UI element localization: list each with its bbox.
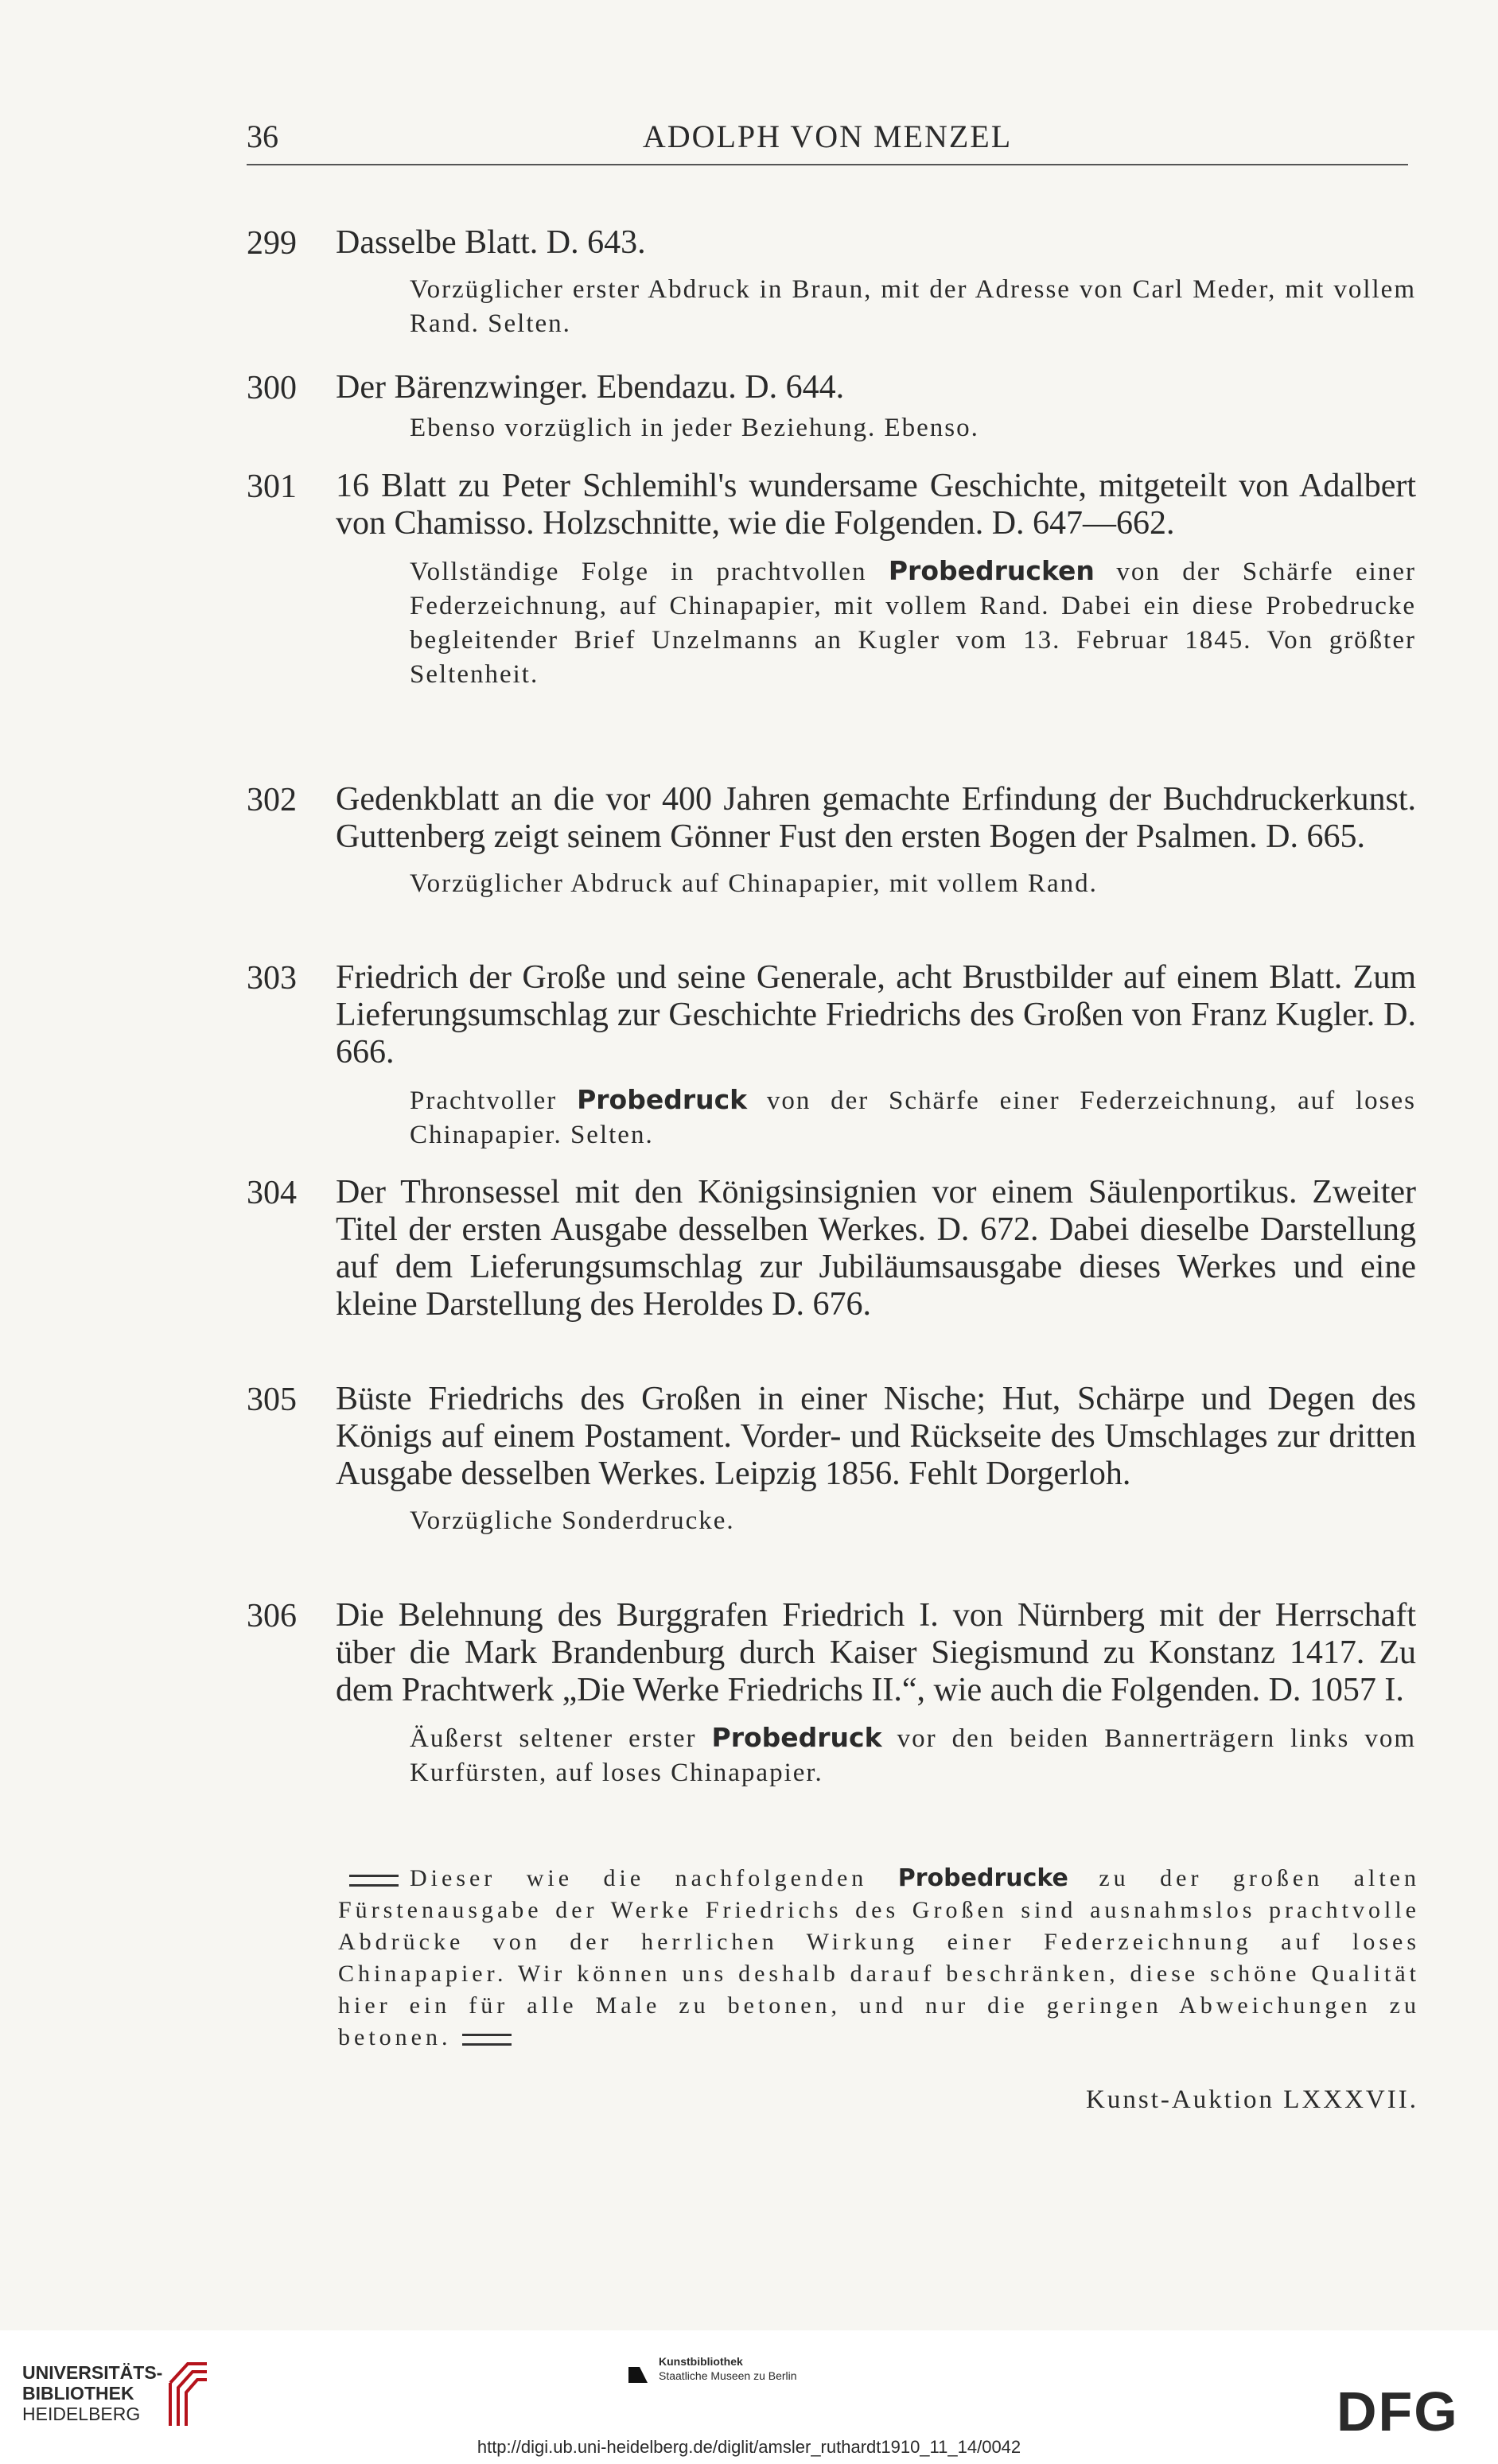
catalog-entry-305 bbox=[247, 1381, 1416, 1538]
note-part: Ebenso vorzüglich in jeder Beziehung. Ebenso. bbox=[410, 414, 979, 442]
entry-text: Die Belehnung des Burggrafen Friedrich I. von Nürnberg mit der Herrschaft über die Mark Brandenburg durch Kaiser Siegismund zu Konstanz 1417. Zu dem Prachtwerk „Die Werke Friedrichs II.“, wie auch die Folgenden. D. 1057 I. bbox=[336, 1597, 1416, 1708]
note-part: Vorzüglicher erster Abdruck in Braun, mit der Adresse von Carl Meder, mit vollem Rand. Selten. bbox=[410, 275, 1416, 338]
entry-number: 303 bbox=[247, 960, 297, 997]
kunstbibliothek-logo-icon bbox=[628, 2362, 648, 2383]
entry-number: 299 bbox=[247, 225, 297, 262]
university-library-logo-icon bbox=[164, 2359, 212, 2427]
catalog-entry-302 bbox=[247, 781, 1416, 901]
note-part: Äußerst seltener erster bbox=[410, 1724, 712, 1753]
page-header bbox=[247, 118, 1408, 157]
catalog-entry-301 bbox=[247, 468, 1416, 692]
note-part: vor den beiden Bannerträgern links vom Kurfürsten, auf loses Chinapapier. bbox=[410, 1724, 1417, 1787]
entry-number: 300 bbox=[247, 370, 297, 406]
catalog-entry-300 bbox=[247, 369, 1416, 445]
entry-text: Der Bärenzwinger. Ebendazu. D. 644. bbox=[336, 369, 845, 406]
digitization-footer bbox=[0, 2330, 1498, 2464]
catalog-entry-306 bbox=[247, 1597, 1416, 1790]
entry-note bbox=[410, 411, 1416, 445]
entry-note bbox=[410, 867, 1416, 901]
header-rule bbox=[247, 164, 1408, 165]
footnote-text: Dieser wie die nachfolgenden bbox=[410, 1865, 898, 1891]
entry-number: 301 bbox=[247, 468, 297, 505]
note-part: Prachtvoller bbox=[410, 1086, 578, 1115]
catalog-entry-304 bbox=[247, 1174, 1416, 1323]
note-part: Vollständige Folge in prachtvollen bbox=[410, 558, 889, 586]
catalog-reference: Kunst-Auktion LXXXVII. bbox=[1086, 2085, 1418, 2114]
double-dash-ornament bbox=[462, 2034, 512, 2046]
entry-text: Büste Friedrichs des Großen in einer Nische; Hut, Schärpe und Degen des Königs auf einem Postament. Vorder- und Rückseite des Umschlages zur dritten Ausgabe desselben Werkes. Leipzig 1856. Fehlt Dorgerloh. bbox=[336, 1381, 1416, 1492]
footnote-text: zu der großen alten Fürstenausgabe der Werke Friedrichs des Großen sind ausnahmslos prachtvolle Abdrücke von der herrlichen Wirkung einer Federzeichnung auf loses Chinapapier. Wir können uns deshalb darauf beschränken, diese schöne Qualität hier ein für alle Male zu betonen, und nur die geringen Abweichungen zu betonen. bbox=[338, 1865, 1420, 2050]
note-part: von der Schärfe einer Federzeichnung, auf loses Chinapapier. Selten. bbox=[410, 1086, 1417, 1149]
entry-text: Gedenkblatt an die vor 400 Jahren gemachte Erfindung der Buchdruckerkunst. Guttenberg zeigt seinem Gönner Fust den ersten Bogen der Psalmen. D. 665. bbox=[336, 781, 1416, 855]
running-title: ADOLPH VON MENZEL bbox=[642, 119, 1013, 154]
entry-note bbox=[410, 554, 1416, 692]
entry-note bbox=[410, 273, 1416, 341]
footnote-bold: Probedrucke bbox=[897, 1864, 1068, 1892]
note-part-bold: Probedrucken bbox=[888, 555, 1095, 586]
kb-title: Kunstbibliothek bbox=[659, 2355, 743, 2368]
catalog-entry-299 bbox=[247, 224, 1416, 341]
entry-note bbox=[410, 1504, 1416, 1538]
entry-note bbox=[410, 1082, 1416, 1152]
permalink-url[interactable]: http://digi.ub.uni-heidelberg.de/diglit/amsler_ruthardt1910_11_14/0042 bbox=[477, 2437, 1021, 2457]
note-part: von der Schärfe einer Federzeichnung, auf Chinapapier, mit vollem Rand. Dabei ein diese Probedrucke begleitender Brief Unzelmanns an Kugler vom 13. Februar 1845. Von größter Seltenheit. bbox=[410, 558, 1416, 689]
library-name bbox=[22, 2362, 162, 2424]
entry-number: 304 bbox=[247, 1175, 297, 1211]
kb-subtitle: Staatliche Museen zu Berlin bbox=[659, 2369, 797, 2382]
library-line-2: BIBLIOTHEK bbox=[22, 2383, 134, 2404]
dfg-logo: DFG bbox=[1337, 2380, 1459, 2443]
entry-number: 305 bbox=[247, 1382, 297, 1418]
entry-note bbox=[410, 1720, 1416, 1790]
double-dash-ornament bbox=[349, 1875, 399, 1887]
note-part-bold: Probedruck bbox=[711, 1722, 882, 1753]
catalog-entry-303 bbox=[247, 959, 1416, 1152]
page-number: 36 bbox=[247, 119, 278, 154]
note-part: Vorzügliche Sonderdrucke. bbox=[410, 1506, 735, 1535]
entry-number: 306 bbox=[247, 1598, 297, 1634]
entry-number: 302 bbox=[247, 782, 297, 818]
kunstbibliothek-label bbox=[659, 2354, 797, 2383]
entry-text: 16 Blatt zu Peter Schlemihl's wundersame Geschichte, mitgeteilt von Adalbert von Chamisso. Holzschnitte, wie die Folgenden. D. 647—662. bbox=[336, 468, 1416, 542]
footnote bbox=[338, 1863, 1420, 2054]
entry-text: Der Thronsessel mit den Königsinsignien vor einem Säulenportikus. Zweiter Titel der ersten Ausgabe desselben Werkes. D. 672. Dabei dieselbe Darstellung auf dem Lieferungsumschlag zur Jubiläumsausgabe dieses Werkes und eine kleine Darstellung des Heroldes D. 676. bbox=[336, 1174, 1416, 1323]
library-line-1: UNIVERSITÄTS- bbox=[22, 2362, 163, 2383]
note-part: Vorzüglicher Abdruck auf Chinapapier, mit vollem Rand. bbox=[410, 869, 1098, 898]
library-line-3: HEIDELBERG bbox=[22, 2404, 141, 2424]
entry-text: Dasselbe Blatt. D. 643. bbox=[336, 224, 646, 261]
entry-text: Friedrich der Große und seine Generale, acht Brustbilder auf einem Blatt. Zum Lieferungsumschlag zur Geschichte Friedrichs des Großen von Franz Kugler. D. 666. bbox=[336, 959, 1416, 1071]
note-part-bold: Probedruck bbox=[577, 1084, 748, 1115]
